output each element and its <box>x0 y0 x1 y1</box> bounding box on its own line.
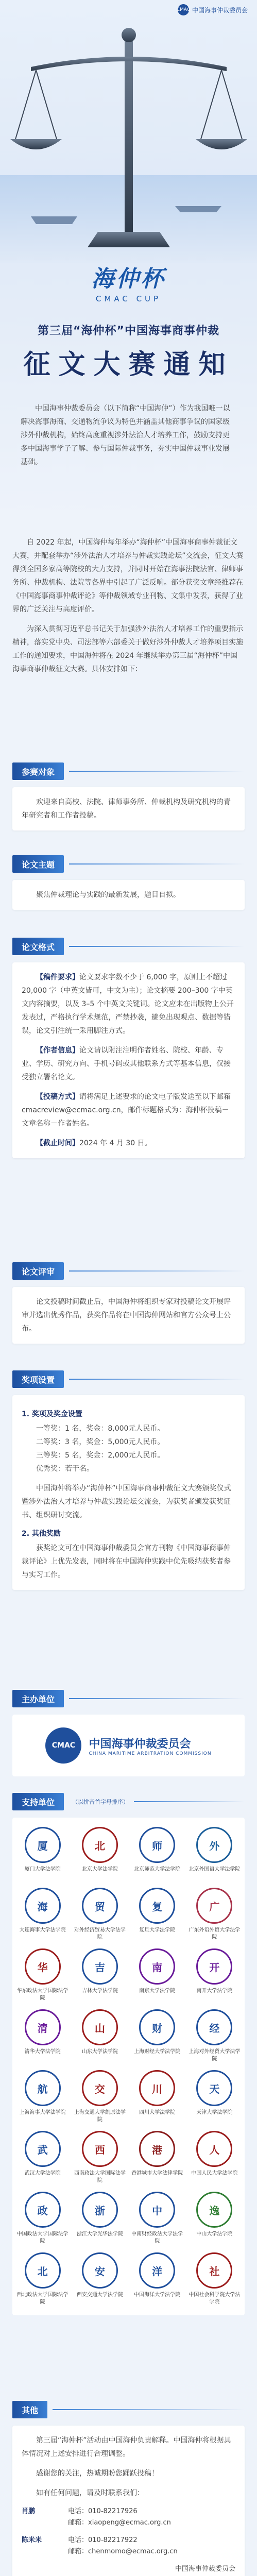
supporter-item <box>189 2131 241 2184</box>
contact-mail-label: 邮箱： <box>68 2548 89 2555</box>
university-name: 四川大学法学院 <box>139 2110 176 2115</box>
university-logo-icon: 中 <box>139 2192 175 2228</box>
section-supporters <box>12 1793 245 2315</box>
top-org-badge <box>178 4 248 15</box>
university-logo-icon: 厦 <box>25 1827 61 1863</box>
other-text-3: 如有任何问题，请及时联系我们： <box>36 2489 144 2497</box>
university-name: 西北政法大学国际法学院 <box>16 2292 68 2305</box>
university-logo-icon: 社 <box>196 2252 232 2289</box>
other-text-1: 第三届“海仲杯”活动由中国海仲负责解释。中国海仲将根据具体情况对上述安排进行合理调整。 <box>22 2436 231 2458</box>
university-name: 广东外语外贸大学法学院 <box>189 1927 241 1940</box>
scales-of-justice-icon <box>0 21 257 263</box>
awards-card <box>12 1395 245 1590</box>
section-title-awards: 奖项设置 <box>12 1370 64 1388</box>
supporter-item <box>74 1827 126 1880</box>
section-awards <box>12 1370 245 1590</box>
university-logo-icon: 逸 <box>196 2192 232 2228</box>
university-name: 中国海洋大学法学院 <box>134 2292 181 2298</box>
contact-phone-label: 电话： <box>68 2507 89 2515</box>
university-name: 吉林大学法学院 <box>81 1988 118 1994</box>
university-name: 清华大学法学院 <box>24 2049 61 2055</box>
supporter-item <box>189 1888 241 1941</box>
university-logo-icon: 川 <box>139 2070 175 2106</box>
organizer-name-en: CHINA MARITIME ARBITRATION COMMISSION <box>89 1751 212 1756</box>
paragraph-purpose: 为深入贯彻习近平总书记关于加强涉外法治人才培养工作的重要指示精神，落实党中央、司法部等六部委关于做好涉外仲裁人才培养项目实施工作的通知要求，中国海仲将在 2024 年继续举办第三届“海仲杯”中国海事商事仲裁征文大赛。具体安排如下： <box>12 625 243 673</box>
university-logo-icon: 航 <box>25 2070 61 2106</box>
contact-row <box>22 2506 235 2529</box>
supporter-item <box>16 1888 68 1941</box>
prize-excellence: 优秀奖：若干名。 <box>36 1465 94 1473</box>
section-review <box>12 1262 245 1344</box>
contact-phone-label: 电话： <box>68 2536 89 2544</box>
supporter-item <box>16 1827 68 1880</box>
other-card <box>12 2426 245 2576</box>
supporter-item <box>189 2192 241 2245</box>
supporter-item <box>74 2131 126 2184</box>
contact-email[interactable]: xiaopeng@ecmac.org.cn <box>88 2519 171 2527</box>
university-logo-icon: 山 <box>82 2009 118 2045</box>
text-deadline: 2024 年 4 月 30 日。 <box>79 1139 152 1147</box>
section-title-supporters: 支持单位 <box>12 1793 64 1810</box>
university-logo-icon: 师 <box>139 1827 175 1863</box>
background-paragraphs <box>12 536 245 682</box>
awards-ceremony-text: 中国海仲将举办“海仲杯”中国海事商事仲裁征文大赛颁奖仪式暨涉外法治人才培养与仲裁实践论坛交流会，为获奖者颁发获奖证书、组织研讨交流。 <box>22 1484 231 1519</box>
cmac-seal-icon: CMAC <box>45 1727 81 1764</box>
supporter-item <box>189 1948 241 2002</box>
supporter-item <box>16 2192 68 2245</box>
university-logo-icon: 武 <box>25 2131 61 2167</box>
awards-subtitle-prizes: 1. 奖项及奖金设置 <box>22 1410 82 1418</box>
supporter-item <box>131 2192 183 2245</box>
university-logo-icon: 西 <box>82 2131 118 2167</box>
university-name: 中国人民大学法学院 <box>191 2171 238 2176</box>
supporters-grid <box>12 1818 245 2315</box>
hero-banner <box>0 0 257 520</box>
prize-third: 三等奖：5 名，奖金：2,000元人民币。 <box>36 1451 165 1460</box>
contact-name: 陈米米 <box>22 2536 42 2544</box>
section-title-topic: 论文主题 <box>12 855 64 873</box>
brand-logo <box>0 260 257 303</box>
signature-org: 中国海事仲裁委员会 <box>175 2565 235 2573</box>
section-divider <box>69 863 245 865</box>
section-title-participants: 参赛对象 <box>12 762 64 780</box>
university-name: 南京大学法学院 <box>139 1988 176 1994</box>
contact-phone[interactable]: 010-82217922 <box>88 2536 138 2544</box>
page-title: 征文大赛通知 <box>23 349 234 380</box>
university-logo-icon: 经 <box>196 2009 232 2045</box>
university-logo-icon: 南 <box>139 1948 175 1985</box>
university-name: 大连海事大学法学院 <box>19 1927 66 1933</box>
supporter-item <box>189 1827 241 1880</box>
contact-row <box>22 2535 235 2557</box>
text-submission[interactable]: 请将满足上述要求的论文电子版发送至以下邮箱 cmacreview@ecmac.org.cn，邮件标题格式为：海仲杯投稿－文章名称－作者姓名。 <box>22 1093 231 1128</box>
prize-first: 一等奖：1 名，奖金：8,000元人民币。 <box>36 1425 165 1433</box>
supporter-item <box>74 2252 126 2306</box>
university-logo-icon: 北 <box>82 1827 118 1863</box>
university-name: 上海财经大学法学院 <box>134 2049 181 2055</box>
participants-card <box>12 787 245 831</box>
university-logo-icon: 浙 <box>82 2192 118 2228</box>
section-other <box>12 2401 245 2576</box>
supporter-item <box>16 2252 68 2306</box>
supporter-item <box>131 2252 183 2306</box>
university-name: 山东大学法学院 <box>81 2049 118 2055</box>
university-logo-icon: 开 <box>196 1948 232 1985</box>
section-title-review: 论文评审 <box>12 1262 64 1280</box>
supporter-item <box>74 1888 126 1941</box>
section-format <box>12 938 245 1158</box>
paragraph-history: 自 2022 年起，中国海仲每年举办“海仲杯”中国海事商事仲裁征文大赛，并配套举办“涉外法治人才培养与仲裁实践论坛”交流会，征文大赛得到全国多家高等院校的大力支持，并同时开始在海事法院法官、律师事务所、仲裁机构、法院等各界中引起了广泛反响。部分获奖文章经推荐在《中国海事商事仲裁评论》等仲裁领域专业刊物、文集中发表，获得了业界的广泛关注与高度评价。 <box>12 538 244 614</box>
university-logo-icon: 财 <box>139 2009 175 2045</box>
university-logo-icon: 复 <box>139 1888 175 1924</box>
supporters-order-note: （以拼音首字母排序） <box>72 1799 129 1805</box>
university-name: 中国政法大学国际法学院 <box>16 2231 68 2244</box>
supporter-item <box>74 2070 126 2124</box>
supporter-item <box>189 2070 241 2124</box>
university-logo-icon: 港 <box>139 2131 175 2167</box>
university-name: 中南财经政法大学法学院 <box>131 2231 183 2244</box>
awards-subtitle-other: 2. 其他奖励 <box>22 1530 61 1538</box>
section-topic <box>12 855 245 910</box>
supporter-item <box>16 1948 68 2002</box>
intro-paragraph <box>21 402 236 474</box>
university-logo-icon: 政 <box>25 2192 61 2228</box>
awards-other-text: 获奖论文可在中国海事仲裁委员会官方刊物《中国海事商事仲裁评论》上优先发表，同时将在中国海仲实践中优先吸纳获奖者参与实习工作。 <box>22 1544 231 1579</box>
contact-mail-label: 邮箱： <box>68 2519 89 2527</box>
label-submission: 【投稿方式】 <box>36 1093 79 1101</box>
text-author-info: 论文请以附注注明作者姓名、院校、年龄、专业、学历、研究方向、手机号码或其他联系方式等基本信息，仅接受独立署名论文。 <box>22 1046 231 1081</box>
university-name: 北京师范大学法学院 <box>134 1867 181 1872</box>
university-name: 厦门大学法学院 <box>24 1867 61 1872</box>
supporter-item <box>131 1827 183 1880</box>
review-text: 论文投稿时间截止后，中国海仲将组织专家对投稿论文开展评审并选出优秀作品，获奖作品将在中国海仲网站和官方公众号上公布。 <box>22 1298 231 1333</box>
contact-phone[interactable]: 010-82217926 <box>88 2507 138 2515</box>
section-divider <box>69 1379 245 1380</box>
section-title-other: 其他 <box>12 2401 47 2418</box>
supporter-item <box>131 2131 183 2184</box>
other-text-2: 感谢您的关注，热诚期盼您踊跃投稿！ <box>36 2469 159 2478</box>
university-name: 南开大学法学院 <box>196 1988 233 1994</box>
label-requirements: 【稿件要求】 <box>36 973 79 981</box>
section-divider <box>69 1698 245 1699</box>
university-logo-icon: 天 <box>196 2070 232 2106</box>
section-divider <box>134 1801 245 1802</box>
supporter-item <box>16 2009 68 2063</box>
university-name: 对外经济贸易大学法学院 <box>74 1927 126 1940</box>
section-divider <box>53 2409 245 2410</box>
supporter-item <box>189 2009 241 2063</box>
university-name: 北京外国语大学法学院 <box>189 1867 241 1872</box>
supporter-item <box>131 2070 183 2124</box>
label-deadline: 【截止时间】 <box>36 1139 79 1147</box>
university-logo-icon: 人 <box>196 2131 232 2167</box>
university-name: 浙江大学光华法学院 <box>76 2231 123 2237</box>
supporter-item <box>74 2009 126 2063</box>
university-name: 华东政法大学国际法学院 <box>16 1988 68 2001</box>
section-title-format: 论文格式 <box>12 938 64 955</box>
university-name: 北京大学法学院 <box>81 1867 118 1872</box>
intro-text: 中国海事仲裁委员会（以下简称“中国海仲”）作为我国唯一以解决海事海商、交通物流争议为特色并涵盖其他商事争议的国家级涉外仲裁机构，始终高度重视涉外法治人才培养工作，鼓励支持更多中国海事学子了解、参与国际仲裁事务，夯实中国仲裁事业发展基础。 <box>21 404 230 466</box>
brand-name-en: CMAC CUP <box>95 294 162 303</box>
review-card <box>12 1287 245 1344</box>
university-logo-icon: 洋 <box>139 2252 175 2289</box>
section-title-organizer: 主办单位 <box>12 1690 64 1707</box>
section-participants <box>12 762 245 831</box>
supporter-item <box>74 2192 126 2245</box>
university-name: 复旦大学法学院 <box>139 1927 176 1933</box>
event-subtitle: 第三届“海仲杯”中国海事商事仲裁 <box>38 325 219 337</box>
university-logo-icon: 广 <box>196 1888 232 1924</box>
university-name: 天津大学法学院 <box>196 2110 233 2115</box>
cmac-logo-icon: CMAC <box>178 4 189 15</box>
section-organizer <box>12 1690 245 1776</box>
prize-second: 二等奖：3 名，奖金：5,000元人民币。 <box>36 1438 165 1446</box>
topic-text: 聚焦仲裁理论与实践的最新发展，题目自拟。 <box>36 891 180 899</box>
university-name: 上海对外经贸大学法学院 <box>189 2049 241 2062</box>
university-name: 西安交通大学法学院 <box>76 2292 123 2298</box>
supporter-item <box>131 1888 183 1941</box>
university-logo-icon: 清 <box>25 2009 61 2045</box>
text-requirements: 论文要求字数不少于 6,000 字，原则上不超过 20,000 字（中英文皆可，中文为主）；论文摘要 200–300 字中英文内容摘要，以及 3–5 个中英文关键词。论文应未在出版物上公开发表过，严格执行学术规范，严禁抄袭，避免出现观点、数据等错误，论文引注统一采用脚注方式。 <box>22 973 234 1035</box>
university-logo-icon: 贸 <box>82 1888 118 1924</box>
university-name: 香港城市大学法律学院 <box>131 2171 183 2176</box>
university-logo-icon: 海 <box>25 1888 61 1924</box>
contact-email[interactable]: chenmomo@ecmac.org.cn <box>88 2548 178 2555</box>
university-logo-icon: 北 <box>25 2252 61 2289</box>
supporter-item <box>131 1948 183 2002</box>
supporter-item <box>16 2070 68 2124</box>
contact-name: 肖鹏 <box>22 2507 36 2515</box>
university-logo-icon: 吉 <box>82 1948 118 1985</box>
university-logo-icon: 华 <box>25 1948 61 1985</box>
organizer-name: 中国海事仲裁委员会 <box>89 1737 191 1751</box>
supporter-item <box>74 1948 126 2002</box>
format-card <box>12 962 245 1158</box>
university-name: 中国社会科学院大学法学院 <box>189 2292 241 2305</box>
section-divider <box>69 771 245 772</box>
supporter-item <box>131 2009 183 2063</box>
top-org-name: 中国海事仲裁委员会 <box>192 6 248 14</box>
university-logo-icon: 交 <box>82 2070 118 2106</box>
university-name: 上海海事大学法学院 <box>19 2110 66 2115</box>
university-name: 西南政法大学国际法学院 <box>74 2171 126 2183</box>
section-divider <box>69 946 245 947</box>
university-name: 中山大学法学院 <box>196 2231 233 2237</box>
topic-card <box>12 880 245 910</box>
participants-text: 欢迎来自高校、法院、律师事务所、仲裁机构及研究机构的青年研究者和工作者投稿。 <box>22 798 231 820</box>
label-author-info: 【作者信息】 <box>36 1046 79 1055</box>
signature-block <box>22 2564 235 2576</box>
supporter-item <box>189 2252 241 2306</box>
section-divider <box>69 1270 245 1272</box>
university-name: 上海交通大学凯原法学院 <box>74 2110 126 2123</box>
university-logo-icon: 安 <box>82 2252 118 2289</box>
university-logo-icon: 外 <box>196 1827 232 1863</box>
brand-name-cn: 海仲杯 <box>91 266 166 292</box>
organizer-card <box>12 1715 245 1776</box>
supporter-item <box>16 2131 68 2184</box>
university-name: 武汉大学法学院 <box>24 2171 61 2176</box>
